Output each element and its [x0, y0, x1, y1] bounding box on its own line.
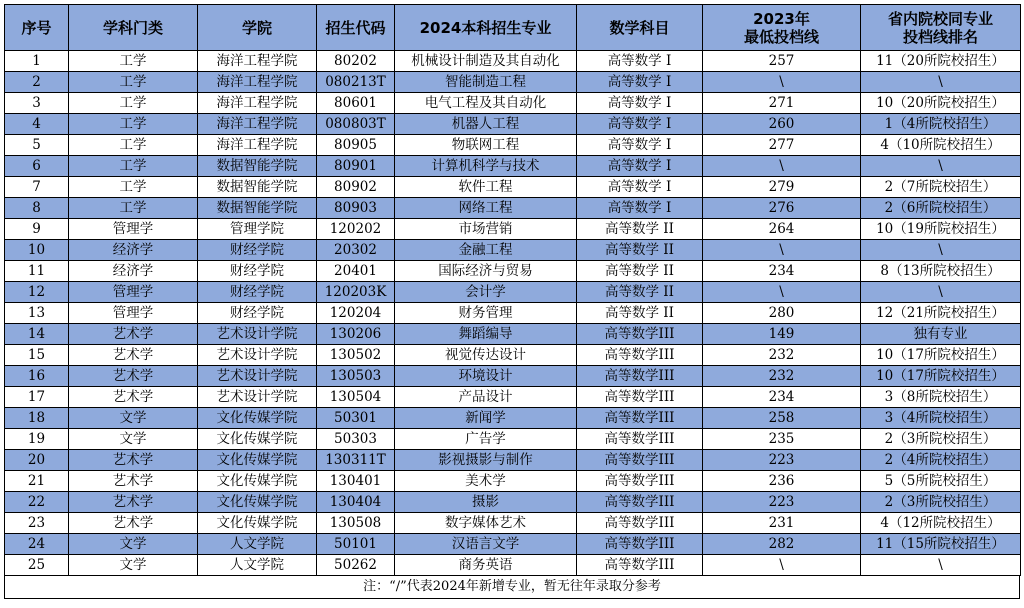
- table-cell: 数据智能学院: [198, 156, 317, 177]
- table-cell: 高等数学III: [577, 429, 703, 450]
- table-cell: 美术学: [395, 471, 577, 492]
- table-cell: 数据智能学院: [198, 177, 317, 198]
- table-cell: 279: [703, 177, 861, 198]
- table-cell: 工学: [69, 177, 198, 198]
- table-cell: 130504: [317, 387, 395, 408]
- table-cell: 20401: [317, 261, 395, 282]
- table-cell: 277: [703, 135, 861, 156]
- table-cell: 1（4所院校招生）: [861, 114, 1021, 135]
- table-cell: 236: [703, 471, 861, 492]
- header-cell: 数学科目: [577, 5, 703, 51]
- table-cell: 3（8所院校招生）: [861, 387, 1021, 408]
- table-cell: 工学: [69, 135, 198, 156]
- table-cell: 120202: [317, 219, 395, 240]
- table-cell: 艺术学: [69, 345, 198, 366]
- table-cell: \: [861, 156, 1021, 177]
- table-cell: \: [861, 282, 1021, 303]
- table-cell: 物联网工程: [395, 135, 577, 156]
- table-cell: 高等数学 II: [577, 282, 703, 303]
- table-cell: 234: [703, 261, 861, 282]
- table-cell: 高等数学III: [577, 534, 703, 555]
- table-cell: 080803T: [317, 114, 395, 135]
- table-cell: 金融工程: [395, 240, 577, 261]
- table-cell: 管理学: [69, 303, 198, 324]
- table-cell: 艺术学: [69, 324, 198, 345]
- table-cell: 3: [5, 93, 69, 114]
- table-cell: 276: [703, 198, 861, 219]
- table-cell: 130508: [317, 513, 395, 534]
- table-cell: 汉语言文学: [395, 534, 577, 555]
- table-cell: 080213T: [317, 72, 395, 93]
- table-cell: 高等数学 II: [577, 219, 703, 240]
- table-cell: 23: [5, 513, 69, 534]
- table-row: [5, 534, 1021, 555]
- table-cell: 艺术学: [69, 450, 198, 471]
- table-cell: 机械设计制造及其自动化: [395, 51, 577, 72]
- table-cell: 工学: [69, 198, 198, 219]
- table-cell: 80905: [317, 135, 395, 156]
- table-cell: 12（21所院校招生）: [861, 303, 1021, 324]
- table-cell: 市场营销: [395, 219, 577, 240]
- table-cell: 50101: [317, 534, 395, 555]
- table-cell: \: [861, 555, 1021, 576]
- table-cell: 文化传媒学院: [198, 492, 317, 513]
- table-cell: 财经学院: [198, 282, 317, 303]
- table-cell: 管理学: [69, 219, 198, 240]
- table-cell: 环境设计: [395, 366, 577, 387]
- table-cell: 10（20所院校招生）: [861, 93, 1021, 114]
- table-cell: 财经学院: [198, 261, 317, 282]
- table-row: [5, 492, 1021, 513]
- table-cell: 高等数学 II: [577, 303, 703, 324]
- header-line: 省内院校同专业: [887, 9, 993, 28]
- header-cell: 学科门类: [69, 5, 198, 51]
- table-cell: 产品设计: [395, 387, 577, 408]
- table-cell: 80202: [317, 51, 395, 72]
- table-cell: 海洋工程学院: [198, 93, 317, 114]
- table-cell: 14: [5, 324, 69, 345]
- table-cell: 高等数学III: [577, 513, 703, 534]
- table-cell: 海洋工程学院: [198, 72, 317, 93]
- table-cell: 8: [5, 198, 69, 219]
- table-cell: 文化传媒学院: [198, 513, 317, 534]
- table-cell: 120204: [317, 303, 395, 324]
- table-cell: 3（4所院校招生）: [861, 408, 1021, 429]
- table-cell: 10: [5, 240, 69, 261]
- admission-table: [4, 4, 1021, 576]
- table-cell: 高等数学III: [577, 345, 703, 366]
- table-cell: 258: [703, 408, 861, 429]
- table-cell: 高等数学 II: [577, 261, 703, 282]
- table-cell: 1: [5, 51, 69, 72]
- table-cell: 149: [703, 324, 861, 345]
- table-cell: 财经学院: [198, 303, 317, 324]
- table-cell: 艺术设计学院: [198, 324, 317, 345]
- table-row: [5, 471, 1021, 492]
- table-cell: 高等数学 I: [577, 135, 703, 156]
- table-row: [5, 240, 1021, 261]
- table-cell: 商务英语: [395, 555, 577, 576]
- table-cell: 2（7所院校招生）: [861, 177, 1021, 198]
- table-cell: 海洋工程学院: [198, 135, 317, 156]
- table-cell: 80901: [317, 156, 395, 177]
- table-cell: 文学: [69, 555, 198, 576]
- table-body: [5, 51, 1021, 576]
- table-cell: 艺术学: [69, 471, 198, 492]
- table-cell: 12: [5, 282, 69, 303]
- table-row: [5, 72, 1021, 93]
- table-cell: 7: [5, 177, 69, 198]
- table-cell: 80903: [317, 198, 395, 219]
- table-cell: 数据智能学院: [198, 198, 317, 219]
- table-cell: 25: [5, 555, 69, 576]
- table-cell: 2（6所院校招生）: [861, 198, 1021, 219]
- table-cell: 6: [5, 156, 69, 177]
- table-row: [5, 177, 1021, 198]
- table-cell: 广告学: [395, 429, 577, 450]
- table-cell: 21: [5, 471, 69, 492]
- table-cell: 11（20所院校招生）: [861, 51, 1021, 72]
- table-cell: 文化传媒学院: [198, 408, 317, 429]
- header-line: 投档线排名: [902, 27, 978, 46]
- table-cell: 高等数学III: [577, 492, 703, 513]
- table-cell: 高等数学 I: [577, 114, 703, 135]
- table-cell: 高等数学 II: [577, 240, 703, 261]
- table-cell: 高等数学 I: [577, 51, 703, 72]
- table-cell: 高等数学 I: [577, 177, 703, 198]
- header-cell: 招生代码: [317, 5, 395, 51]
- table-cell: 20302: [317, 240, 395, 261]
- table-cell: 11（15所院校招生）: [861, 534, 1021, 555]
- table-cell: 工学: [69, 51, 198, 72]
- table-cell: 艺术学: [69, 387, 198, 408]
- table-row: [5, 261, 1021, 282]
- table-cell: 艺术设计学院: [198, 366, 317, 387]
- table-cell: 高等数学 I: [577, 198, 703, 219]
- table-cell: 5: [5, 135, 69, 156]
- table-cell: 高等数学III: [577, 324, 703, 345]
- table-cell: 艺术设计学院: [198, 345, 317, 366]
- table-cell: 新闻学: [395, 408, 577, 429]
- table-cell: 24: [5, 534, 69, 555]
- header-cell: 学院: [198, 5, 317, 51]
- table-cell: 人文学院: [198, 534, 317, 555]
- table-cell: 高等数学 I: [577, 72, 703, 93]
- table-cell: 人文学院: [198, 555, 317, 576]
- table-cell: 4（12所院校招生）: [861, 513, 1021, 534]
- table-cell: 经济学: [69, 240, 198, 261]
- table-cell: 艺术设计学院: [198, 387, 317, 408]
- table-cell: 海洋工程学院: [198, 51, 317, 72]
- table-row: [5, 387, 1021, 408]
- table-cell: \: [703, 72, 861, 93]
- table-cell: 会计学: [395, 282, 577, 303]
- table-cell: 摄影: [395, 492, 577, 513]
- table-cell: 50262: [317, 555, 395, 576]
- table-cell: 4（10所院校招生）: [861, 135, 1021, 156]
- table-cell: 艺术学: [69, 366, 198, 387]
- table-cell: 282: [703, 534, 861, 555]
- table-cell: 财务管理: [395, 303, 577, 324]
- table-cell: 13: [5, 303, 69, 324]
- table-row: [5, 93, 1021, 114]
- table-cell: \: [703, 282, 861, 303]
- table-cell: 文化传媒学院: [198, 429, 317, 450]
- table-cell: 独有专业: [861, 324, 1021, 345]
- table-cell: 经济学: [69, 261, 198, 282]
- table-cell: 高等数学III: [577, 366, 703, 387]
- table-cell: 50303: [317, 429, 395, 450]
- table-cell: 234: [703, 387, 861, 408]
- table-cell: 232: [703, 366, 861, 387]
- header-line: 2023年: [753, 9, 810, 28]
- table-cell: 9: [5, 219, 69, 240]
- table-cell: 223: [703, 492, 861, 513]
- table-row: [5, 450, 1021, 471]
- table-row: [5, 513, 1021, 534]
- table-cell: 17: [5, 387, 69, 408]
- table-row: [5, 282, 1021, 303]
- table-cell: 计算机科学与技术: [395, 156, 577, 177]
- table-cell: 20: [5, 450, 69, 471]
- table-cell: \: [861, 240, 1021, 261]
- table-cell: 8（13所院校招生）: [861, 261, 1021, 282]
- table-cell: 财经学院: [198, 240, 317, 261]
- table-cell: 130404: [317, 492, 395, 513]
- table-cell: 影视摄影与制作: [395, 450, 577, 471]
- table-cell: 智能制造工程: [395, 72, 577, 93]
- table-cell: 271: [703, 93, 861, 114]
- table-cell: 文学: [69, 534, 198, 555]
- table-cell: 11: [5, 261, 69, 282]
- table-row: [5, 429, 1021, 450]
- table-cell: 工学: [69, 72, 198, 93]
- table-cell: 130503: [317, 366, 395, 387]
- table-cell: 4: [5, 114, 69, 135]
- table-header-row: [5, 5, 1021, 51]
- table-cell: 软件工程: [395, 177, 577, 198]
- table-cell: 高等数学III: [577, 555, 703, 576]
- table-cell: 280: [703, 303, 861, 324]
- table-cell: 260: [703, 114, 861, 135]
- table-row: [5, 324, 1021, 345]
- table-cell: 高等数学III: [577, 450, 703, 471]
- table-cell: 文化传媒学院: [198, 450, 317, 471]
- table-cell: 264: [703, 219, 861, 240]
- table-row: [5, 366, 1021, 387]
- table-cell: 管理学: [69, 282, 198, 303]
- table-cell: 130401: [317, 471, 395, 492]
- table-cell: 130206: [317, 324, 395, 345]
- table-cell: 高等数学III: [577, 471, 703, 492]
- table-cell: 15: [5, 345, 69, 366]
- table-cell: 舞蹈编导: [395, 324, 577, 345]
- table-cell: 80601: [317, 93, 395, 114]
- table-cell: 海洋工程学院: [198, 114, 317, 135]
- table-cell: 数字媒体艺术: [395, 513, 577, 534]
- header-cell: 序号: [5, 5, 69, 51]
- table-cell: 工学: [69, 156, 198, 177]
- table-cell: 257: [703, 51, 861, 72]
- table-cell: \: [703, 240, 861, 261]
- table-cell: 5（5所院校招生）: [861, 471, 1021, 492]
- table-cell: 视觉传达设计: [395, 345, 577, 366]
- table-row: [5, 51, 1021, 72]
- table-row: [5, 135, 1021, 156]
- table-cell: 国际经济与贸易: [395, 261, 577, 282]
- table-cell: 16: [5, 366, 69, 387]
- table-cell: 19: [5, 429, 69, 450]
- table-cell: 2: [5, 72, 69, 93]
- table-cell: 2（4所院校招生）: [861, 450, 1021, 471]
- table-cell: 文学: [69, 408, 198, 429]
- table-cell: \: [861, 72, 1021, 93]
- table-cell: 10（17所院校招生）: [861, 345, 1021, 366]
- table-row: [5, 219, 1021, 240]
- table-cell: 文学: [69, 429, 198, 450]
- table-row: [5, 555, 1021, 576]
- table-cell: 130502: [317, 345, 395, 366]
- table-cell: 235: [703, 429, 861, 450]
- table-cell: \: [703, 555, 861, 576]
- table-cell: 工学: [69, 93, 198, 114]
- table-cell: 高等数学III: [577, 387, 703, 408]
- table-cell: 电气工程及其自动化: [395, 93, 577, 114]
- table-row: [5, 345, 1021, 366]
- table-row: [5, 408, 1021, 429]
- table-cell: 232: [703, 345, 861, 366]
- header-cell: [861, 5, 1021, 51]
- table-footnote: 注：“/”代表2024年新增专业，暂无往年录取分参考: [4, 576, 1020, 599]
- table-cell: 网络工程: [395, 198, 577, 219]
- header-cell: [703, 5, 861, 51]
- header-cell: 2024本科招生专业: [395, 5, 577, 51]
- table-cell: 231: [703, 513, 861, 534]
- table-cell: 管理学院: [198, 219, 317, 240]
- table-cell: 130311T: [317, 450, 395, 471]
- table-cell: 工学: [69, 114, 198, 135]
- table-cell: 18: [5, 408, 69, 429]
- table-cell: 223: [703, 450, 861, 471]
- table-cell: 2（3所院校招生）: [861, 492, 1021, 513]
- table-row: [5, 114, 1021, 135]
- table-cell: 高等数学 I: [577, 156, 703, 177]
- admission-table-container: [4, 4, 1020, 599]
- table-row: [5, 303, 1021, 324]
- table-cell: 80902: [317, 177, 395, 198]
- table-cell: 2（3所院校招生）: [861, 429, 1021, 450]
- table-row: [5, 198, 1021, 219]
- table-cell: 艺术学: [69, 513, 198, 534]
- header-line: 最低投档线: [743, 27, 819, 46]
- table-cell: 高等数学III: [577, 408, 703, 429]
- table-cell: 120203K: [317, 282, 395, 303]
- table-cell: 50301: [317, 408, 395, 429]
- table-cell: 10（17所院校招生）: [861, 366, 1021, 387]
- table-cell: 10（19所院校招生）: [861, 219, 1021, 240]
- table-row: [5, 156, 1021, 177]
- table-cell: 文化传媒学院: [198, 471, 317, 492]
- table-cell: 22: [5, 492, 69, 513]
- table-cell: \: [703, 156, 861, 177]
- table-cell: 艺术学: [69, 492, 198, 513]
- table-cell: 机器人工程: [395, 114, 577, 135]
- table-cell: 高等数学 I: [577, 93, 703, 114]
